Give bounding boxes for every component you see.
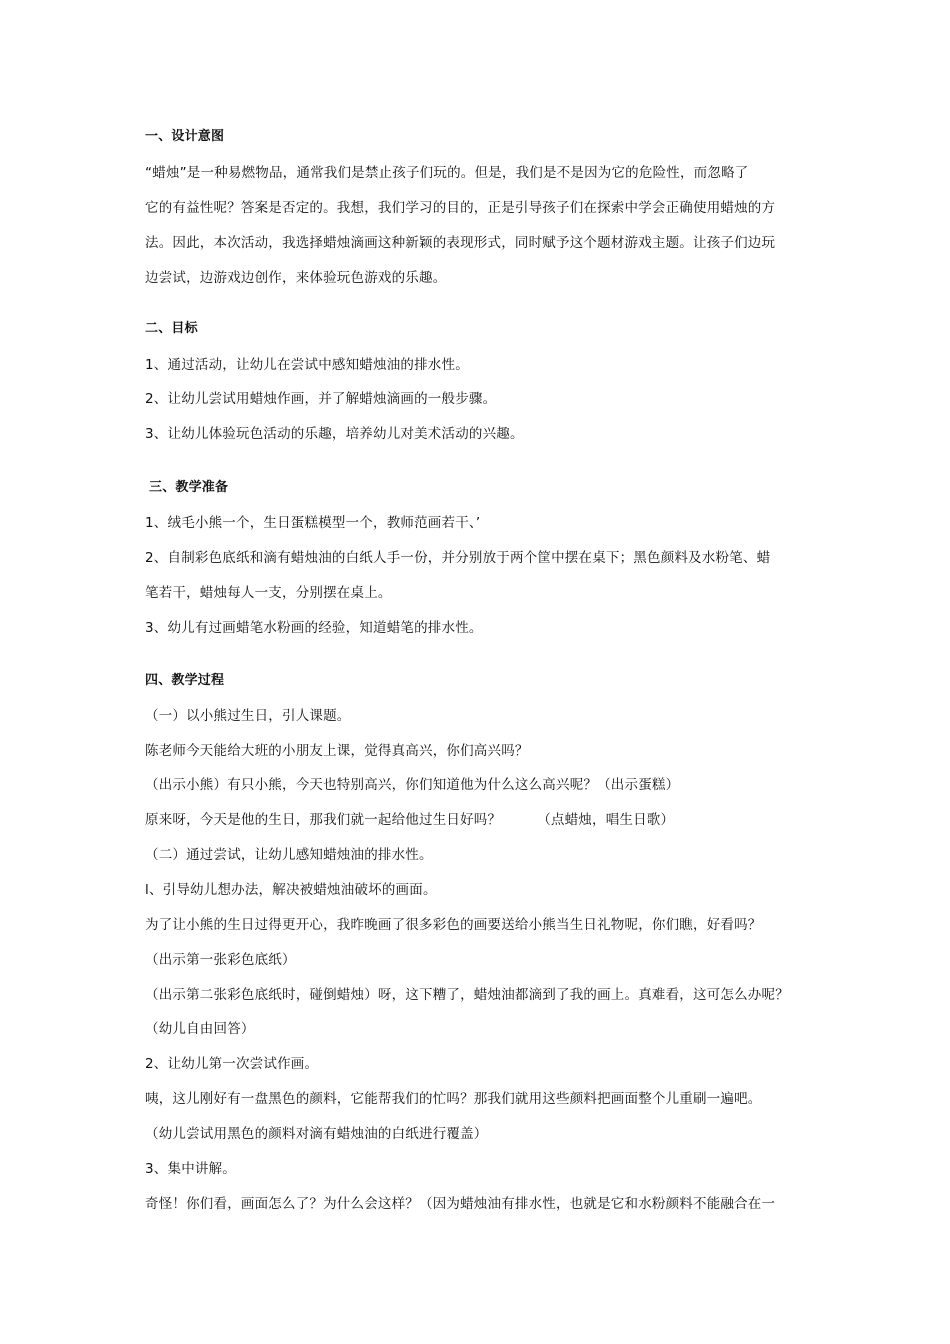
process-line: 陈老师今天能给大班的小朋友上课，觉得真高兴，你们高兴吗？ (145, 743, 529, 759)
process-line (145, 811, 674, 829)
process-line: （一）以小熊过生日，引人课题。 (145, 708, 351, 724)
section-heading-preparation: 三、教学准备 (149, 480, 229, 495)
process-line: 奇怪！你们看，画面怎么了？为什么会这样？（因为蜡烛油有排水性，也就是它和水粉颜料不能融合在一 (145, 1196, 776, 1212)
process-line: 3、集中讲解。 (145, 1161, 236, 1177)
process-line: （出示第一张彩色底纸） (145, 952, 296, 968)
paragraph-line: “蜡烛”是一种易燃物品，通常我们是禁止孩子们玩的。但是，我们是不是因为它的危险性，而忽略了 (145, 165, 749, 181)
goal-item: 2、让幼儿尝试用蜡烛作画，并了解蜡烛滴画的一般步骤。 (145, 391, 497, 407)
paragraph-line: 边尝试，边游戏边创作，来体验玩色游戏的乐趣。 (145, 270, 447, 286)
paragraph-line: 它的有益性呢？答案是否定的。我想，我们学习的目的，正是引导孩子们在探索中学会正确使用蜡烛的方 (145, 200, 776, 216)
process-line: （二）通过尝试，让幼儿感知蜡烛油的排水性。 (145, 847, 433, 863)
process-line: （出示小熊）有只小熊，今天也特别高兴，你们知道他为什么这么高兴呢？（出示蛋糕） (145, 777, 680, 793)
process-line-note: （点蜡烛，唱生日歌） (537, 812, 675, 828)
process-line: 为了让小熊的生日过得更开心，我昨晚画了很多彩色的画要送给小熊当生日礼物呢，你们瞧，好看吗？ (145, 917, 762, 933)
preparation-item: 笔若干，蜡烛每人一支，分别摆在桌上。 (145, 585, 392, 601)
section-heading-design-intent: 一、设计意图 (145, 129, 225, 144)
goal-item: 1、通过活动，让幼儿在尝试中感知蜡烛油的排水性。 (145, 357, 469, 373)
process-line: 2、让幼儿第一次尝试作画。 (145, 1056, 319, 1072)
section-heading-process: 四、教学过程 (145, 673, 225, 688)
process-line: （幼儿自由回答） (145, 1021, 255, 1037)
process-line: l、引导幼儿想办法，解决被蜡烛油破坏的画面。 (145, 882, 437, 898)
preparation-item: 1、绒毛小熊一个，生日蛋糕模型一个，教师范画若干、’ (145, 515, 481, 531)
process-line: （出示第二张彩色底纸时，碰倒蜡烛）呀，这下糟了，蜡烛油都滴到了我的画上。真难看，这可怎么办呢？ (145, 987, 789, 1003)
paragraph-line: 法。因此，本次活动，我选择蜡烛滴画这种新颖的表现形式，同时赋予这个题材游戏主题。让孩子们边玩 (145, 235, 776, 251)
goal-item: 3、让幼儿体验玩色活动的乐趣，培养幼儿对美术活动的兴趣。 (145, 426, 524, 442)
section-heading-goals: 二、目标 (145, 321, 198, 336)
process-line: （幼儿尝试用黑色的颜料对滴有蜡烛油的白纸进行覆盖） (145, 1126, 488, 1142)
preparation-item: 2、自制彩色底纸和滴有蜡烛油的白纸人手一份，并分别放于两个筐中摆在桌下；黑色颜料及水粉笔、蜡 (145, 550, 771, 566)
preparation-item: 3、幼儿有过画蜡笔水粉画的经验，知道蜡笔的排水性。 (145, 620, 483, 636)
process-line: 咦，这儿刚好有一盘黑色的颜料，它能帮我们的忙吗？那我们就用这些颜料把画面整个儿重刷一遍吧。 (145, 1091, 762, 1107)
process-line-text: 原来呀，今天是他的生日，那我们就一起给他过生日好吗？ (145, 812, 502, 828)
